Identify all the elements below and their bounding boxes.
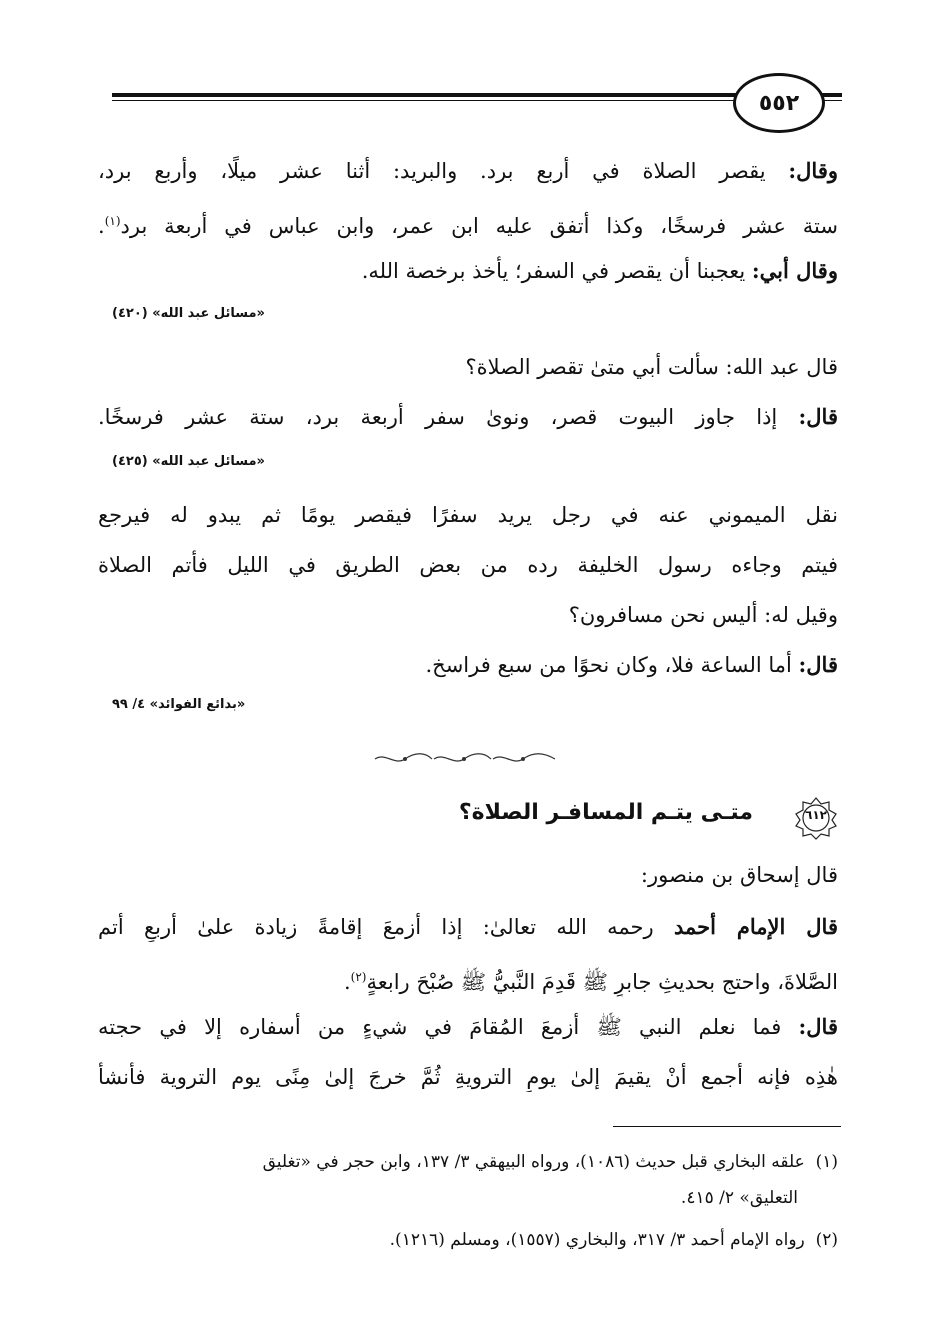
- text-line: قال إسحاق بن منصور:: [640, 863, 838, 887]
- footnote-1-continued: التعليق» ٢/ ٤١٥.: [680, 1188, 798, 1208]
- text-line: قال عبد الله: سألت أبي متىٰ تقصر الصلاة؟: [465, 355, 838, 379]
- section-title: متـى يتـم المسافـر الصلاة؟: [458, 800, 753, 825]
- text-line: وقال: يقصر الصلاة في أربع برد. والبريد: أثنا عشر ميلًا، وأربع برد،: [98, 158, 838, 183]
- text-line: قال: فما نعلم النبي ﷺ أزمعَ المُقامَ في شيءٍ من أسفاره إلا في حجته: [98, 1014, 838, 1039]
- footnote-marker[interactable]: (٢): [350, 970, 367, 984]
- section-heading: [98, 796, 838, 840]
- ornament-divider: [370, 752, 560, 766]
- footnote-2: (٢) رواه الإمام أحمد ٣/ ٣١٧، والبخاري (١٥٥٧)، ومسلم (١٢١٦).: [389, 1230, 838, 1250]
- text-line: نقل الميموني عنه في رجل يريد سفرًا فيقصر يومًا ثم يبدو له فيرجع: [98, 503, 838, 527]
- text-line: وقال أبي: يعجبنا أن يقصر في السفر؛ يأخذ برخصة الله.: [361, 258, 838, 283]
- speaker-label: وقال:: [788, 158, 838, 183]
- speaker-label: قال الإمام أحمد: [673, 914, 838, 939]
- text-line: ستة عشر فرسخًا، وكذا أتفق عليه ابن عمر، وابن عباس في أربعة برد$^{(١)}$.: [98, 214, 838, 238]
- section-number: ٦١٢: [805, 808, 827, 822]
- text-line: قال الإمام أحمد رحمه الله تعالىٰ: إذا أزمعَ إقامةً زيادة علىٰ أربعٍ أتم: [98, 914, 838, 939]
- text-line: قال: أما الساعة فلا، وكان نحوًا من سبع فراسخ.: [425, 652, 838, 677]
- source-reference: «مسائل عبد الله» (٤٢٥): [112, 454, 265, 469]
- text-line: وقيل له: أليس نحن مسافرون؟: [568, 603, 838, 627]
- text-line: هٰذِه فإنه أجمع أنْ يقيمَ إلىٰ يومِ الترويةِ ثُمَّ خرجَ إلىٰ مِنًى يوم التروية فأنشأَ: [98, 1065, 838, 1089]
- text-line: فيتم وجاءه رسول الخليفة رده من بعض الطريق في الليل فأتم الصلاة: [98, 553, 838, 577]
- speaker-label: قال:: [798, 1014, 838, 1039]
- footnote-separator: [613, 1126, 841, 1127]
- speaker-label: وقال أبي:: [751, 258, 838, 283]
- speaker-label: قال:: [798, 652, 838, 677]
- page-number: ٥٥٢: [733, 73, 825, 133]
- text-line: الصَّلاةَ، واحتج بحديثِ جابرٍ ﷺ قَدِمَ النَّبيُّ ﷺ صُبْحَ رابعةٍ$^{(٢)}$.: [343, 970, 838, 994]
- source-reference: «مسائل عبد الله» (٤٢٠): [112, 306, 265, 321]
- speaker-label: قال:: [798, 404, 838, 429]
- source-reference: «بدائع الفوائد» ٤/ ٩٩: [112, 697, 246, 712]
- footnote-number: (١): [815, 1152, 838, 1172]
- footnote-number: (٢): [815, 1230, 838, 1250]
- text-line: قال: إذا جاوز البيوت قصر، ونوىٰ سفر أربعة برد، ستة عشر فرسخًا.: [98, 404, 838, 429]
- footnote-marker[interactable]: (١): [104, 214, 121, 228]
- footnote-1: (١) علقه البخاري قبل حديث (١٠٨٦)، ورواه البيهقي ٣/ ١٣٧، وابن حجر في «تغليق: [262, 1152, 838, 1172]
